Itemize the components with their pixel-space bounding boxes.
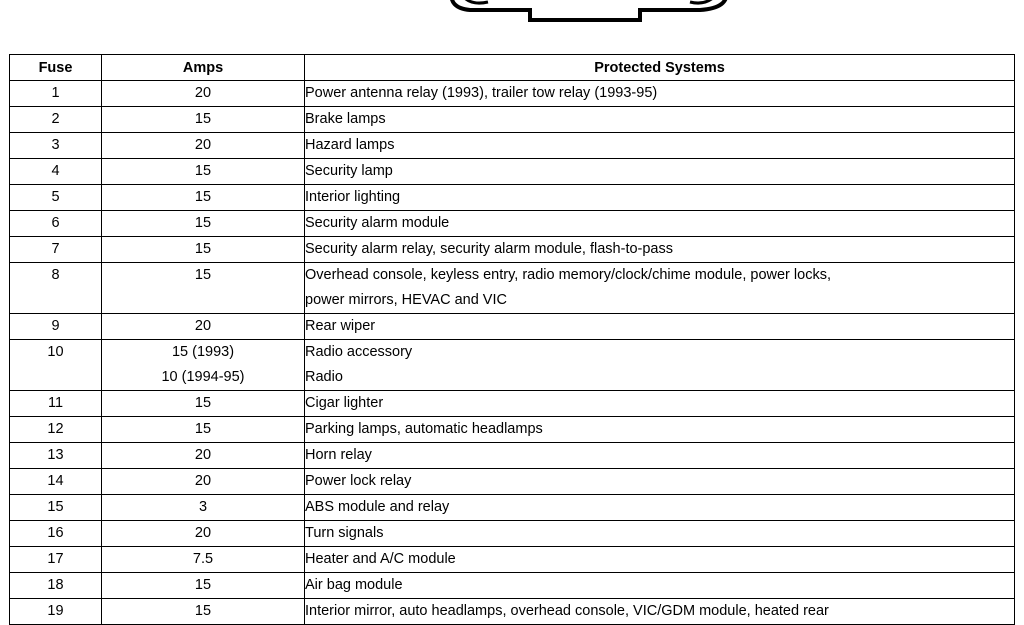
- table-row: [10, 547, 1015, 573]
- amps-cell: [102, 469, 305, 495]
- amps-cell: [102, 495, 305, 521]
- protected-systems-cell: [305, 340, 1015, 391]
- protected-systems-cell: [305, 417, 1015, 443]
- fuse-number: [10, 443, 102, 469]
- fuse-number: [10, 391, 102, 417]
- header-protected-systems: Protected Systems: [305, 55, 1015, 81]
- protected-systems-cell: [305, 547, 1015, 573]
- protected-systems-text: Interior lighting: [305, 189, 401, 205]
- amps-cell: [102, 417, 305, 443]
- fuse-number-text: 19: [47, 603, 64, 619]
- protected-systems-text: ABS module and relay: [305, 499, 450, 515]
- protected-systems-cell: [305, 443, 1015, 469]
- protected-systems-text: Heater and A/C module: [305, 551, 456, 567]
- amps-cell: [102, 237, 305, 263]
- amps-cell: [102, 81, 305, 107]
- amps-cell: [102, 107, 305, 133]
- protected-systems-text: Parking lamps, automatic headlamps: [305, 421, 543, 437]
- fuse-number-text: 3: [51, 137, 60, 153]
- fuse-number-text: 17: [47, 551, 64, 567]
- fuse-number-text: 18: [47, 577, 64, 593]
- fuse-number-text: 1: [51, 85, 60, 101]
- table-row: [10, 81, 1015, 107]
- fuse-number: [10, 185, 102, 211]
- protected-systems-text: Power lock relay: [305, 473, 412, 489]
- fuse-number: [10, 81, 102, 107]
- fuse-number-text: 10: [47, 344, 64, 360]
- amps-cell: [102, 159, 305, 185]
- amps-cell: [102, 573, 305, 599]
- protected-systems-cell: [305, 159, 1015, 185]
- table-row: [10, 417, 1015, 443]
- fuse-rows: [10, 81, 1015, 625]
- amps-cell: [102, 211, 305, 237]
- protected-systems-text: power mirrors, HEVAC and VIC: [305, 292, 507, 308]
- fuse-number: [10, 107, 102, 133]
- amps-value: 15: [194, 189, 212, 205]
- table-row: [10, 340, 1015, 391]
- protected-systems-text: Power antenna relay (1993), trailer tow relay (1993-95): [305, 85, 658, 101]
- amps-value: 20: [194, 137, 212, 153]
- amps-value: 15: [194, 267, 212, 283]
- protected-systems-text: Radio: [305, 369, 343, 385]
- table-row: [10, 443, 1015, 469]
- protected-systems-text: Security alarm module: [305, 215, 450, 231]
- table-row: [10, 391, 1015, 417]
- amps-value: 20: [194, 525, 212, 541]
- protected-systems-text: Security alarm relay, security alarm module, flash-to-pass: [305, 241, 673, 257]
- amps-cell: [102, 133, 305, 159]
- fuse-number: [10, 469, 102, 495]
- protected-systems-cell: [305, 599, 1015, 625]
- protected-systems-cell: [305, 314, 1015, 340]
- amps-value: 15: [194, 577, 212, 593]
- table-row: [10, 521, 1015, 547]
- table-row: [10, 573, 1015, 599]
- fuse-number-text: 5: [51, 189, 60, 205]
- fuse-number-text: 14: [47, 473, 64, 489]
- fuse-number-text: 6: [51, 215, 60, 231]
- table-row: [10, 107, 1015, 133]
- fuse-number: [10, 599, 102, 625]
- protected-systems-text: Security lamp: [305, 163, 393, 179]
- table-row: [10, 211, 1015, 237]
- fuse-connector-diagram: [0, 0, 1024, 30]
- amps-value: 20: [194, 447, 212, 463]
- amps-cell: [102, 340, 305, 391]
- protected-systems-cell: [305, 469, 1015, 495]
- amps-value: 20: [194, 85, 212, 101]
- header-row: [10, 55, 1015, 81]
- amps-cell: [102, 547, 305, 573]
- fuse-number-text: 16: [47, 525, 64, 541]
- table-row: [10, 469, 1015, 495]
- fuse-number-text: 7: [51, 241, 60, 257]
- protected-systems-text: Hazard lamps: [305, 137, 395, 153]
- protected-systems-text: Rear wiper: [305, 318, 376, 334]
- amps-cell: [102, 521, 305, 547]
- amps-value: 15: [194, 241, 212, 257]
- table-row: [10, 185, 1015, 211]
- fuse-number-text: 13: [47, 447, 64, 463]
- amps-value: 7.5: [192, 551, 214, 567]
- protected-systems-cell: [305, 573, 1015, 599]
- protected-systems-cell: [305, 185, 1015, 211]
- fuse-number: [10, 417, 102, 443]
- amps-cell: [102, 443, 305, 469]
- amps-value: 15: [194, 215, 212, 231]
- protected-systems-cell: [305, 495, 1015, 521]
- protected-systems-text: Horn relay: [305, 447, 372, 463]
- fuse-number: [10, 495, 102, 521]
- protected-systems-cell: [305, 81, 1015, 107]
- amps-value: 3: [198, 499, 208, 515]
- amps-value: 20: [194, 473, 212, 489]
- protected-systems-text: Turn signals: [305, 525, 384, 541]
- fuse-number: [10, 547, 102, 573]
- fuse-number: [10, 314, 102, 340]
- amps-value: 15: [194, 395, 212, 411]
- fuse-number: [10, 340, 102, 391]
- protected-systems-cell: [305, 521, 1015, 547]
- fuse-number-text: 2: [51, 111, 60, 127]
- fuse-number-text: 8: [51, 267, 60, 283]
- amps-value: 15: [194, 111, 212, 127]
- fuse-number: [10, 573, 102, 599]
- amps-cell: [102, 599, 305, 625]
- fuse-number: [10, 159, 102, 185]
- protected-systems-text: Radio accessory: [305, 344, 413, 360]
- protected-systems-cell: [305, 211, 1015, 237]
- amps-value: 15: [194, 603, 212, 619]
- protected-systems-cell: [305, 237, 1015, 263]
- fuse-table: [9, 54, 1015, 625]
- protected-systems-text: Interior mirror, auto headlamps, overhead console, VIC/GDM module, heated rear: [305, 603, 829, 619]
- fuse-number: [10, 133, 102, 159]
- protected-systems-text: Brake lamps: [305, 111, 386, 127]
- table-row: [10, 263, 1015, 314]
- protected-systems-cell: [305, 107, 1015, 133]
- fuse-number-text: 12: [47, 421, 64, 437]
- amps-cell: [102, 263, 305, 314]
- amps-cell: [102, 185, 305, 211]
- amps-value: 15 (1993): [171, 344, 235, 360]
- table-row: [10, 495, 1015, 521]
- protected-systems-text: Overhead console, keyless entry, radio memory/clock/chime module, power locks,: [305, 267, 831, 283]
- fuse-number: [10, 521, 102, 547]
- fuse-number: [10, 263, 102, 314]
- fuse-number-text: 11: [47, 395, 64, 411]
- protected-systems-text: Air bag module: [305, 577, 403, 593]
- protected-systems-cell: [305, 391, 1015, 417]
- header-amps: Amps: [102, 55, 305, 81]
- table-row: [10, 133, 1015, 159]
- fuse-number-text: 9: [51, 318, 60, 334]
- table-row: [10, 599, 1015, 625]
- table-row: [10, 314, 1015, 340]
- table-row: [10, 159, 1015, 185]
- fuse-number-text: 4: [51, 163, 60, 179]
- fuse-number: [10, 211, 102, 237]
- amps-value: 15: [194, 163, 212, 179]
- amps-cell: [102, 391, 305, 417]
- protected-systems-cell: [305, 133, 1015, 159]
- protected-systems-cell: [305, 263, 1015, 314]
- table-row: [10, 237, 1015, 263]
- fuse-number-text: 15: [47, 499, 64, 515]
- amps-value: 15: [194, 421, 212, 437]
- protected-systems-text: Cigar lighter: [305, 395, 384, 411]
- header-fuse: Fuse: [10, 55, 102, 81]
- fuse-number: [10, 237, 102, 263]
- amps-value: 10 (1994-95): [161, 369, 245, 385]
- amps-value: 20: [194, 318, 212, 334]
- amps-cell: [102, 314, 305, 340]
